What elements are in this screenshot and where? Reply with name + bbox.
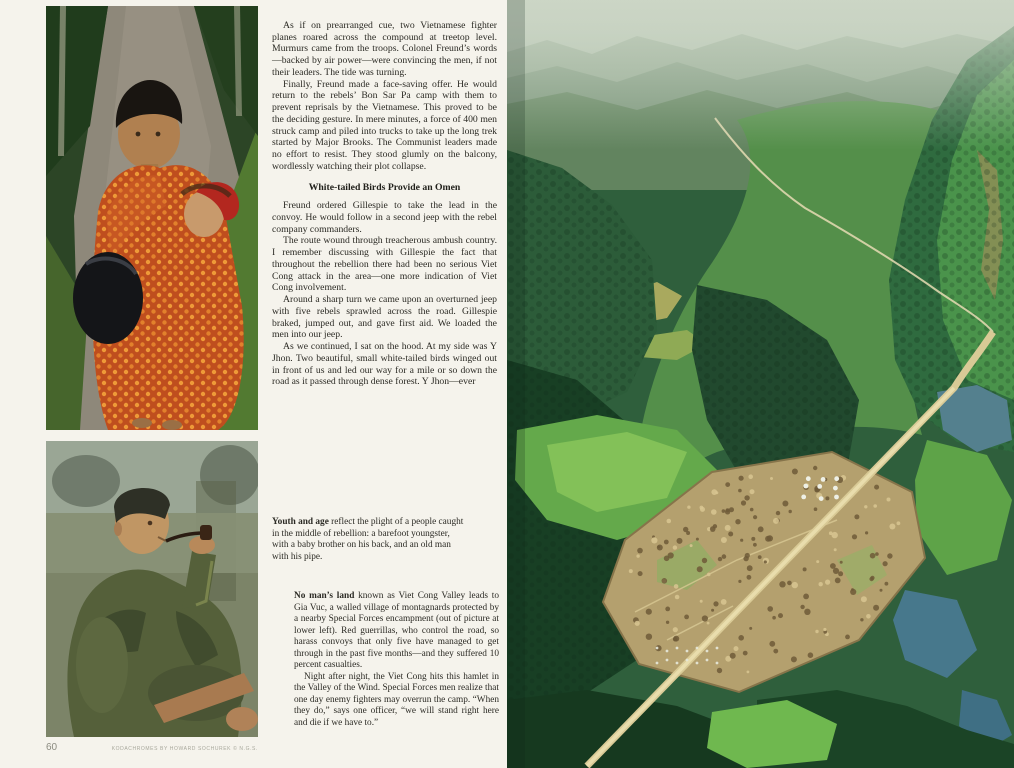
caption-text: known as Viet Cong Valley leads to Gia Vuc, a walled village of montagnards protected by a nearby Special Forces encampment (out of picture at lower left). Red guerrillas, who control the road, so harass convoys that only five have managed to get through in the past five months—and they suffered 10 percent casualties.	[294, 591, 500, 671]
article-paragraph: Around a sharp turn we came upon an overturned jeep with five rebels sprawled across the road. Gillespie braked, jumped out, and gave first aid. We loaded the men into our jeep.	[272, 294, 497, 341]
page-number: 60	[46, 742, 58, 753]
photo-boy-with-baby	[46, 6, 258, 430]
left-photo-column	[46, 6, 258, 753]
article-paragraph: The route wound through treacherous ambush country. I remember discussing with Gillespie the fact that throughout the rebellion there had been no serious Viet Cong attack in the area—one more indication of Viet Cong involvement.	[272, 235, 497, 294]
page-footer	[46, 742, 258, 753]
photo-credit: KODACHROMES BY HOWARD SOCHUREK © N.G.S.	[111, 746, 258, 752]
section-heading: White-tailed Birds Provide an Omen	[308, 181, 461, 193]
article-paragraph: Finally, Freund made a face-saving offer. He would return to the rebels’ Bon Sar Pa camp with them to prevent reprisals by the Vietnamese. This proved to be the deciding gesture. In mere minutes, a force of 400 men struck camp and piled into trucks to take up the long trek started by Major Brooks. The Communist leaders made no effort to resist. They stood glumly on the balcony, wordlessly watching their plot collapse.	[272, 78, 497, 172]
article-paragraph: As if on prearranged cue, two Vietnamese fighter planes roared across the compound at treetop level. Murmurs came from the troops. Colonel Freund’s words—backed by air power—were convincing the men, if not their leaders. The tide was turning.	[272, 20, 497, 78]
caption-paragraph: Night after night, the Viet Cong hits this hamlet in the Valley of the Wind. Special Forces men realize that one day enemy fighters may overrun the camp. “When they do,” says one officer, “we will stand right here and die if we have to.”	[294, 671, 499, 728]
caption-text: reflect the plight of a people caught in the middle of rebellion: a barefoot youngster, with a baby brother on his back, and an old man with his pipe.	[272, 517, 464, 562]
caption-paragraph	[294, 591, 499, 672]
caption-lead-in: No man’s land	[294, 591, 355, 601]
photo-elder-with-pipe	[46, 441, 258, 737]
article-text-column	[272, 20, 497, 388]
caption-no-mans-land	[294, 591, 499, 729]
article-paragraph: As we continued, I sat on the hood. At my side was Y Jhon. Two beautiful, small white-tailed birds winged out in front of us and led our way for a mile or so down the road as it passed through dense forest. Y Jhon—ever	[272, 341, 497, 388]
caption-youth-and-age	[272, 517, 464, 563]
caption-lead-in: Youth and age	[272, 517, 329, 527]
photo-viet-cong-valley-aerial	[507, 0, 1014, 768]
article-paragraph: Freund ordered Gillespie to take the lead in the convoy. He would follow in a second jeep with the rebel company commanders.	[272, 200, 497, 235]
